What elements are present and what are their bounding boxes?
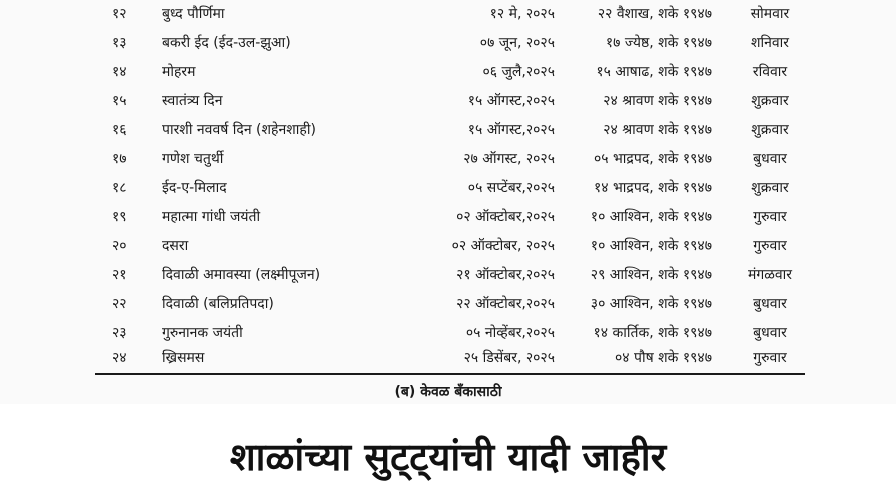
holiday-name: ख्रिसमस [162,350,205,366]
weekday: शुक्रवार [751,122,789,138]
weekday: बुधवार [753,296,787,312]
holiday-date: ०५ सप्टेंबर,२०२५ [467,180,555,196]
shaka-date: १७ ज्येष्ठ, शके १९४७ [605,35,712,51]
holiday-date: ०७ जून, २०२५ [479,35,555,51]
row-number: १९ [112,209,127,225]
holiday-row [0,344,896,373]
row-number: २३ [112,325,127,341]
holiday-date: ०२ ऑक्टोबर,२०२५ [456,209,555,225]
weekday: सोमवार [750,6,790,22]
holiday-row [0,145,896,174]
holiday-date: १२ मे, २०२५ [489,6,555,22]
holiday-date: २२ ऑक्टोबर,२०२५ [456,296,555,312]
weekday: रविवार [752,64,788,80]
shaka-date: ०५ भाद्रपद, शके १९४७ [593,151,712,167]
holiday-row [0,87,896,116]
holiday-row [0,0,896,29]
shaka-date: ०४ पौष शके १९४७ [615,350,712,366]
holiday-name: पारशी नववर्ष दिन (शहेनशाही) [162,122,316,138]
holiday-name: स्वातंत्र्य दिन [162,93,223,109]
holiday-name: बुध्द पौर्णिमा [162,6,225,22]
weekday: मंगळवार [747,267,793,283]
holiday-date: ०६ जुलै,२०२५ [482,64,555,80]
holiday-row [0,261,896,290]
holiday-name: दिवाळी अमावस्या (लक्ष्मीपूजन) [162,267,321,283]
headline-caption: शाळांच्या सुट्ट्यांची यादी जाहीर [0,412,896,503]
holiday-name: ईद-ए-मिलाद [162,180,227,196]
holiday-row [0,29,896,58]
holiday-row [0,203,896,232]
row-number: १४ [112,64,127,80]
row-number: १२ [112,6,127,22]
shaka-date: २९ आश्विन, शके १९४७ [590,267,712,283]
shaka-date: १० आश्विन, शके १९४७ [590,209,712,225]
row-number: १८ [112,180,127,196]
holiday-date: ०२ ऑक्टोबर, २०२५ [451,238,555,254]
table-bottom-rule [95,373,805,375]
holiday-name: दिवाळी (बलिप्रतिपदा) [162,296,274,312]
holiday-date: ०५ नोव्हेंबर,२०२५ [465,325,555,341]
shaka-date: २२ वैशाख, शके १९४७ [597,6,712,22]
shaka-date: १४ भाद्रपद, शके १९४७ [593,180,712,196]
holiday-row [0,174,896,203]
row-number: १७ [112,151,127,167]
weekday: शनिवार [750,35,790,51]
holiday-date: २१ ऑक्टोबर,२०२५ [456,267,555,283]
weekday: बुधवार [753,151,787,167]
row-number: २४ [112,350,127,366]
holiday-name: गणेश चतुर्थी [162,151,224,167]
row-number: १३ [112,35,127,51]
row-number: १६ [112,122,127,138]
holiday-row [0,58,896,87]
row-number: १५ [112,93,127,109]
row-number: २२ [112,296,127,312]
weekday: बुधवार [753,325,787,341]
holiday-row [0,116,896,145]
holiday-name: गुरुनानक जयंती [162,325,243,341]
row-number: २१ [112,267,127,283]
shaka-date: १० आश्विन, शके १९४७ [590,238,712,254]
holiday-row [0,232,896,261]
holiday-name: महात्मा गांधी जयंती [162,209,261,225]
holiday-date: १५ ऑगस्ट,२०२५ [467,122,555,138]
shaka-date: २४ श्रावण शके १९४७ [603,93,712,109]
holiday-name: दसरा [162,238,189,254]
section-label: (ब) केवळ बँकासाठी [394,384,502,400]
weekday: शुक्रवार [751,180,789,196]
shaka-date: १५ आषाढ, शके १९४७ [596,64,712,80]
holiday-name: बकरी ईद (ईद-उल-झुआ) [162,35,291,51]
holiday-date: १५ ऑगस्ट,२०२५ [467,93,555,109]
weekday: गुरुवार [753,238,787,254]
row-number: २० [112,238,127,254]
shaka-date: ३० आश्विन, शके १९४७ [590,296,712,312]
shaka-date: २४ श्रावण शके १९४७ [603,122,712,138]
weekday: शुक्रवार [751,93,789,109]
holiday-name: मोहरम [162,64,196,80]
holiday-date: २५ डिसेंबर, २०२५ [463,350,555,366]
holiday-row [0,290,896,319]
weekday: गुरुवार [753,209,787,225]
shaka-date: १४ कार्तिक, शके १९४७ [593,325,712,341]
holiday-date: २७ ऑगस्ट, २०२५ [463,151,555,167]
weekday: गुरुवार [753,350,787,366]
